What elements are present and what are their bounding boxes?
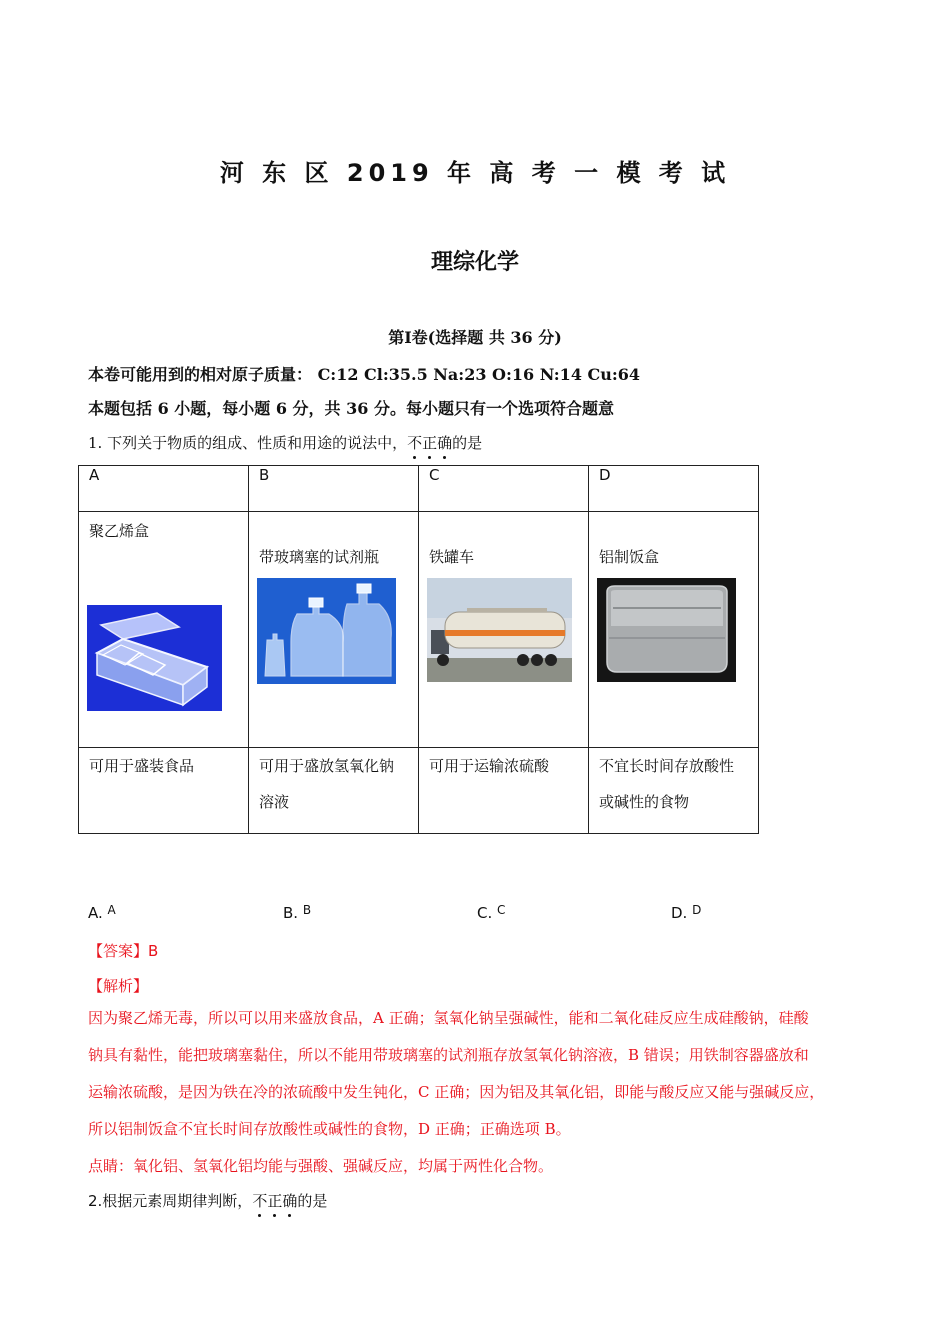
- table-header-cell: A: [79, 466, 249, 512]
- emphasis-char: 确: [282, 1192, 298, 1210]
- table-cell: [79, 512, 249, 748]
- question-1-prefix: 1. 下列关于物质的组成、性质和用途的说法中，: [88, 434, 408, 452]
- analysis-line: 因为聚乙烯无毒，所以可以用来盛放食品，A 正确；氢氧化钠呈强碱性，能和二氧化硅反应生成硅酸钠，硅酸: [88, 1009, 809, 1027]
- use-line: 或碱性的食物: [599, 793, 690, 811]
- atomic-mass-note: 本卷可能用到的相对原子质量： C:12 Cl:35.5 Na:23 O:16 N:14 Cu:64: [88, 365, 641, 384]
- analysis-line: 钠具有黏性，能把玻璃塞黏住，所以不能用带玻璃塞的试剂瓶存放氢氧化钠溶液，B 错误；用铁制容器盛放和: [88, 1046, 809, 1064]
- reagent-bottles-image: [257, 578, 396, 684]
- option-letter: C.: [477, 904, 493, 922]
- table-cell: [589, 512, 759, 748]
- use-line: 可用于运输浓硫酸: [429, 757, 550, 775]
- tanker-truck-image: [427, 578, 572, 682]
- use-line: 可用于盛放氢氧化钠: [259, 757, 395, 775]
- emphasis-char: 不: [407, 434, 423, 452]
- emphasis-char: 正: [422, 434, 438, 452]
- analysis-label: 【解析】: [88, 977, 149, 995]
- question-2-stem: [88, 1190, 327, 1211]
- tip-line: 点睛：氧化铝、氢氧化铝均能与强酸、强碱反应，均属于两性化合物。: [88, 1157, 554, 1175]
- item-label: 聚乙烯盒: [89, 522, 150, 540]
- table-image-row: [79, 512, 759, 748]
- option-text: D: [692, 903, 702, 917]
- item-label: 铝制饭盒: [599, 548, 660, 566]
- option-text: C: [497, 903, 506, 917]
- table-header-cell: B: [249, 466, 419, 512]
- aluminum-lunchbox-image: [597, 578, 736, 682]
- use-line: 不宜长时间存放酸性: [599, 757, 735, 775]
- instructions-note: 本题包括 6 小题，每小题 6 分，共 36 分。每小题只有一个选项符合题意: [88, 399, 614, 418]
- table-header-cell: D: [589, 466, 759, 512]
- option-d[interactable]: [671, 903, 701, 922]
- option-letter: B.: [283, 904, 299, 922]
- table-cell: [79, 748, 249, 834]
- table-cell: [249, 748, 419, 834]
- use-line: 溶液: [259, 793, 290, 811]
- table-cell: [589, 748, 759, 834]
- table-header-cell: C: [419, 466, 589, 512]
- item-label: 铁罐车: [429, 548, 475, 566]
- question-2-suffix: 的是: [297, 1192, 328, 1210]
- exam-title: 河 东 区 2019 年 高 考 一 模 考 试: [219, 159, 731, 187]
- section-heading: 第Ⅰ卷(选择题 共 36 分): [388, 328, 562, 347]
- table-cell: [419, 512, 589, 748]
- option-text: A: [107, 903, 116, 917]
- item-label: 带玻璃塞的试剂瓶: [259, 548, 380, 566]
- emphasis-char: 确: [437, 434, 453, 452]
- option-text: B: [302, 903, 312, 917]
- analysis-line: 所以铝制饭盒不宜长时间存放酸性或碱性的食物，D 正确；正确选项 B。: [88, 1120, 571, 1138]
- analysis-line: 运输浓硫酸，是因为铁在冷的浓硫酸中发生钝化，C 正确；因为铝及其氧化铝，即能与酸反应又能与强碱反应，: [88, 1083, 825, 1101]
- emphasis-char: 不: [252, 1192, 268, 1210]
- question-2-prefix: 2.根据元素周期律判断，: [88, 1192, 253, 1210]
- question-1-suffix: 的是: [452, 434, 483, 452]
- use-line: 可用于盛装食品: [89, 757, 195, 775]
- exam-subtitle: 理综化学: [430, 250, 519, 275]
- plastic-box-image: [87, 605, 222, 711]
- answer-label: 【答案】B: [88, 942, 159, 960]
- option-c[interactable]: [477, 903, 505, 922]
- table-cell: [419, 748, 589, 834]
- option-b[interactable]: [283, 903, 311, 922]
- option-letter: A.: [88, 904, 103, 922]
- table-cell: [249, 512, 419, 748]
- option-letter: D.: [671, 904, 688, 922]
- table-use-row: [79, 748, 759, 834]
- question-1-stem: [88, 432, 482, 453]
- question-1-table: [78, 465, 759, 834]
- emphasis-char: 正: [267, 1192, 283, 1210]
- option-a[interactable]: [88, 903, 116, 922]
- table-header-row: [79, 466, 759, 512]
